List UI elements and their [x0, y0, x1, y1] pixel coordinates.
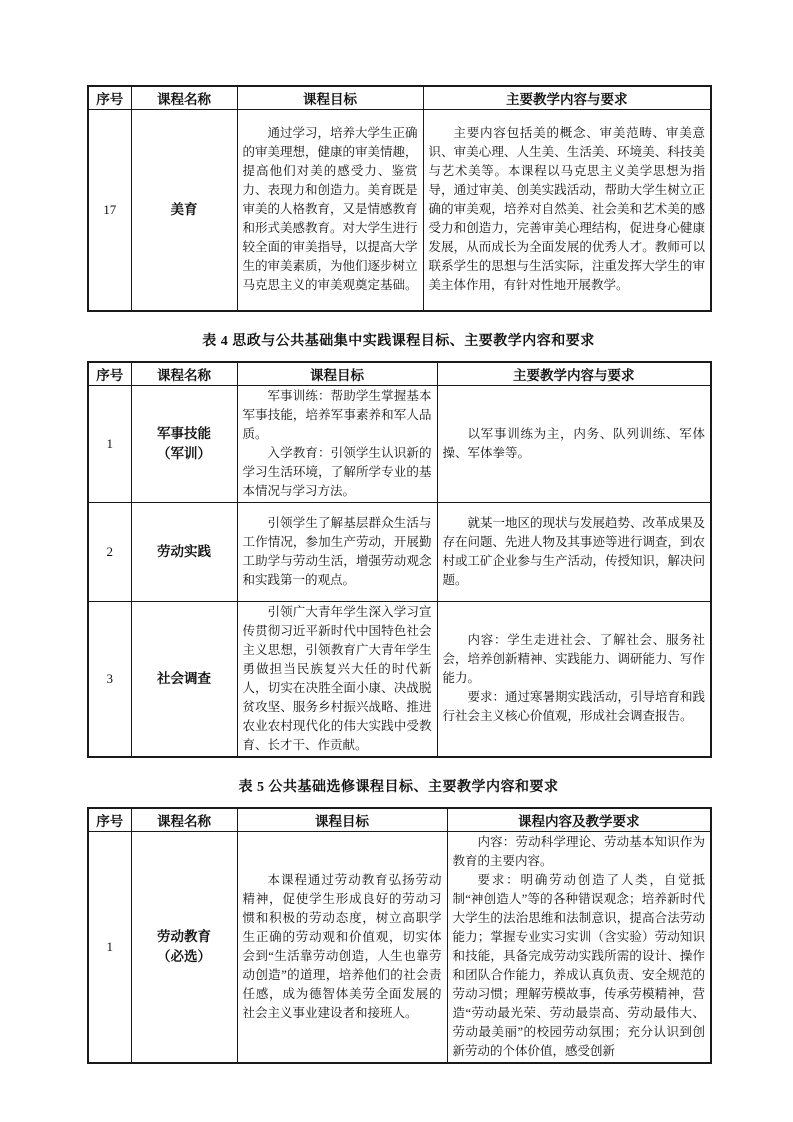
objective-paragraph: 军事训练：帮助学生掌握基本军事技能，培养军事素养和军人品质。 — [242, 388, 432, 441]
content-paragraph: 内容：学生走进社会、了解社会、服务社会，培养创新精神、实践能力、调研能力、写作能力。 — [442, 633, 706, 685]
col-header-no: 序号 — [88, 808, 131, 832]
table5-elective-courses — [87, 807, 712, 1064]
col-header-content: 主要教学内容与要求 — [423, 86, 711, 110]
course-name-line: （军训） — [157, 445, 211, 461]
course-table-continued — [87, 85, 712, 312]
col-header-course-name: 课程名称 — [131, 86, 237, 110]
course-name-line: 美育 — [170, 201, 198, 217]
course-objective-cell — [237, 831, 447, 1063]
course-name — [131, 601, 237, 757]
col-header-objective: 课程目标 — [237, 808, 447, 832]
course-name — [131, 385, 237, 502]
content-paragraph: 要求：明确劳动创造了人类，自觉抵制“神创造人”等的各种错误观念；培养新时代大学生的法治思维和法制意识，提高合法劳动能力；掌握专业实习实训（含实验）劳动知识和技能，具备完成劳动实践所需的设计、操作和团队合作能力，养成认真负责、安全规范的劳动习惯；理解劳模故事，传承劳模精神，营造“劳动最光荣、劳动最崇高、劳动最伟大、劳动最美丽”的校园劳动氛围；充分认识到创新劳动的个体价值，感受创新 — [452, 872, 705, 1058]
course-content-cell — [437, 601, 711, 757]
row-number: 2 — [88, 502, 131, 601]
col-header-no: 序号 — [88, 86, 131, 110]
content-paragraph: 以军事训练为主，内务、队列训练、军体操、军体拳等。 — [442, 426, 705, 460]
course-name-line: 劳动实践 — [157, 543, 211, 559]
course-name-line: 劳动教育 — [157, 928, 211, 944]
col-header-objective: 课程目标 — [237, 362, 437, 386]
page-content — [87, 85, 710, 1064]
objective-paragraph: 引领广大青年学生深入学习宣传贯彻习近平新时代中国特色社会主义思想，引领教育广大青年学生勇做担当民族复兴大任的时代新人，切实在决胜全面小康、决战脱贫攻坚、服务乡村振兴战略、推进农业农村现代化的伟大实践中受教育、长才干、作贡献。 — [242, 604, 432, 752]
objective-paragraph: 通过学习，培养大学生正确的审美理想，健康的审美情趣，提高他们对美的感受力、鉴赏力、表现力和创造力。美育既是审美的人格教育，又是情感教育和形式美感教育。对大学生进行较全面的审美指导，以提高大学生的审美素质，为他们逐步树立马克思主义的审美观奠定基础。 — [242, 126, 418, 293]
course-name-line: 社会调查 — [157, 670, 211, 686]
table4-practice-courses — [87, 361, 712, 758]
table4-caption: 表 4 思政与公共基础集中实践课程目标、主要教学内容和要求 — [202, 333, 595, 349]
col-header-course-name: 课程名称 — [131, 362, 237, 386]
table-row — [88, 831, 711, 1063]
col-header-content: 主要教学内容与要求 — [437, 362, 711, 386]
course-name — [131, 502, 237, 601]
objective-paragraph: 引领学生了解基层群众生活与工作情况，参加生产劳动，开展勤工助学与劳动生活，增强劳动观念和实践第一的观点。 — [242, 515, 432, 587]
col-header-content: 课程内容及教学要求 — [447, 808, 711, 832]
course-name — [131, 831, 237, 1063]
course-name — [131, 110, 237, 311]
table5-caption: 表 5 公共基础选修课程目标、主要教学内容和要求 — [238, 779, 559, 795]
objective-paragraph: 入学教育：引领学生认识新的学习生活环境，了解所学专业的基本情况与学习方法。 — [242, 445, 432, 498]
course-objective-cell — [237, 502, 437, 601]
content-paragraph: 就某一地区的现状与发展趋势、改革成果及存在问题、先进人物及其事迹等进行调查，到农村或工矿企业参与生产活动，传授知识，解决问题。 — [442, 515, 706, 587]
course-objective-cell — [237, 601, 437, 757]
table-row — [88, 110, 711, 311]
row-number: 17 — [88, 110, 131, 311]
course-content-cell — [423, 110, 711, 311]
table-header-row — [88, 362, 711, 386]
table-row — [88, 502, 711, 601]
course-content-cell — [437, 385, 711, 502]
course-objective-cell — [237, 110, 423, 311]
col-header-course-name: 课程名称 — [131, 808, 237, 832]
row-number: 1 — [88, 385, 131, 502]
row-number: 1 — [88, 831, 131, 1063]
content-paragraph: 主要内容包括美的概念、审美范畴、审美意识、审美心理、人生美、生活美、环境美、科技美与艺术美等。本课程以马克思主义美学思想为指导，通过审美、创美实践活动，帮助大学生树立正确的审美观，培养对自然美、社会美和艺术美的感受力和创造力，完善审美心理结构，促进身心健康发展，从而成长为全面发展的优秀人才。教师可以联系学生的思想与生活实际，注重发挥大学生的审美主体作用，有针对性地开展教学。 — [428, 126, 705, 293]
table-row — [88, 385, 711, 502]
course-name-line: 军事技能 — [157, 425, 211, 441]
content-paragraph: 内容：劳动科学理论、劳动基本知识作为教育的主要内容。 — [452, 834, 705, 868]
course-content-cell — [437, 502, 711, 601]
col-header-objective: 课程目标 — [237, 86, 423, 110]
objective-paragraph: 本课程通过劳动教育弘扬劳动精神，促使学生形成良好的劳动习惯和积极的劳动态度，树立高职学生正确的劳动观和价值观，切实体会到“生活靠劳动创造，人生也靠劳动创造”的道理，培养他们的社会责任感，成为德智体美劳全面发展的社会主义事业建设者和接班人。 — [242, 872, 442, 1020]
table-header-row — [88, 86, 711, 110]
course-content-cell — [447, 831, 711, 1063]
content-paragraph: 要求：通过寒暑期实践活动，引导培育和践行社会主义核心价值观，形成社会调查报告。 — [442, 690, 706, 723]
course-objective-cell — [237, 385, 437, 502]
col-header-no: 序号 — [88, 362, 131, 386]
row-number: 3 — [88, 601, 131, 757]
table-row — [88, 601, 711, 757]
course-name-line: （必选） — [157, 948, 211, 964]
table-header-row — [88, 808, 711, 832]
